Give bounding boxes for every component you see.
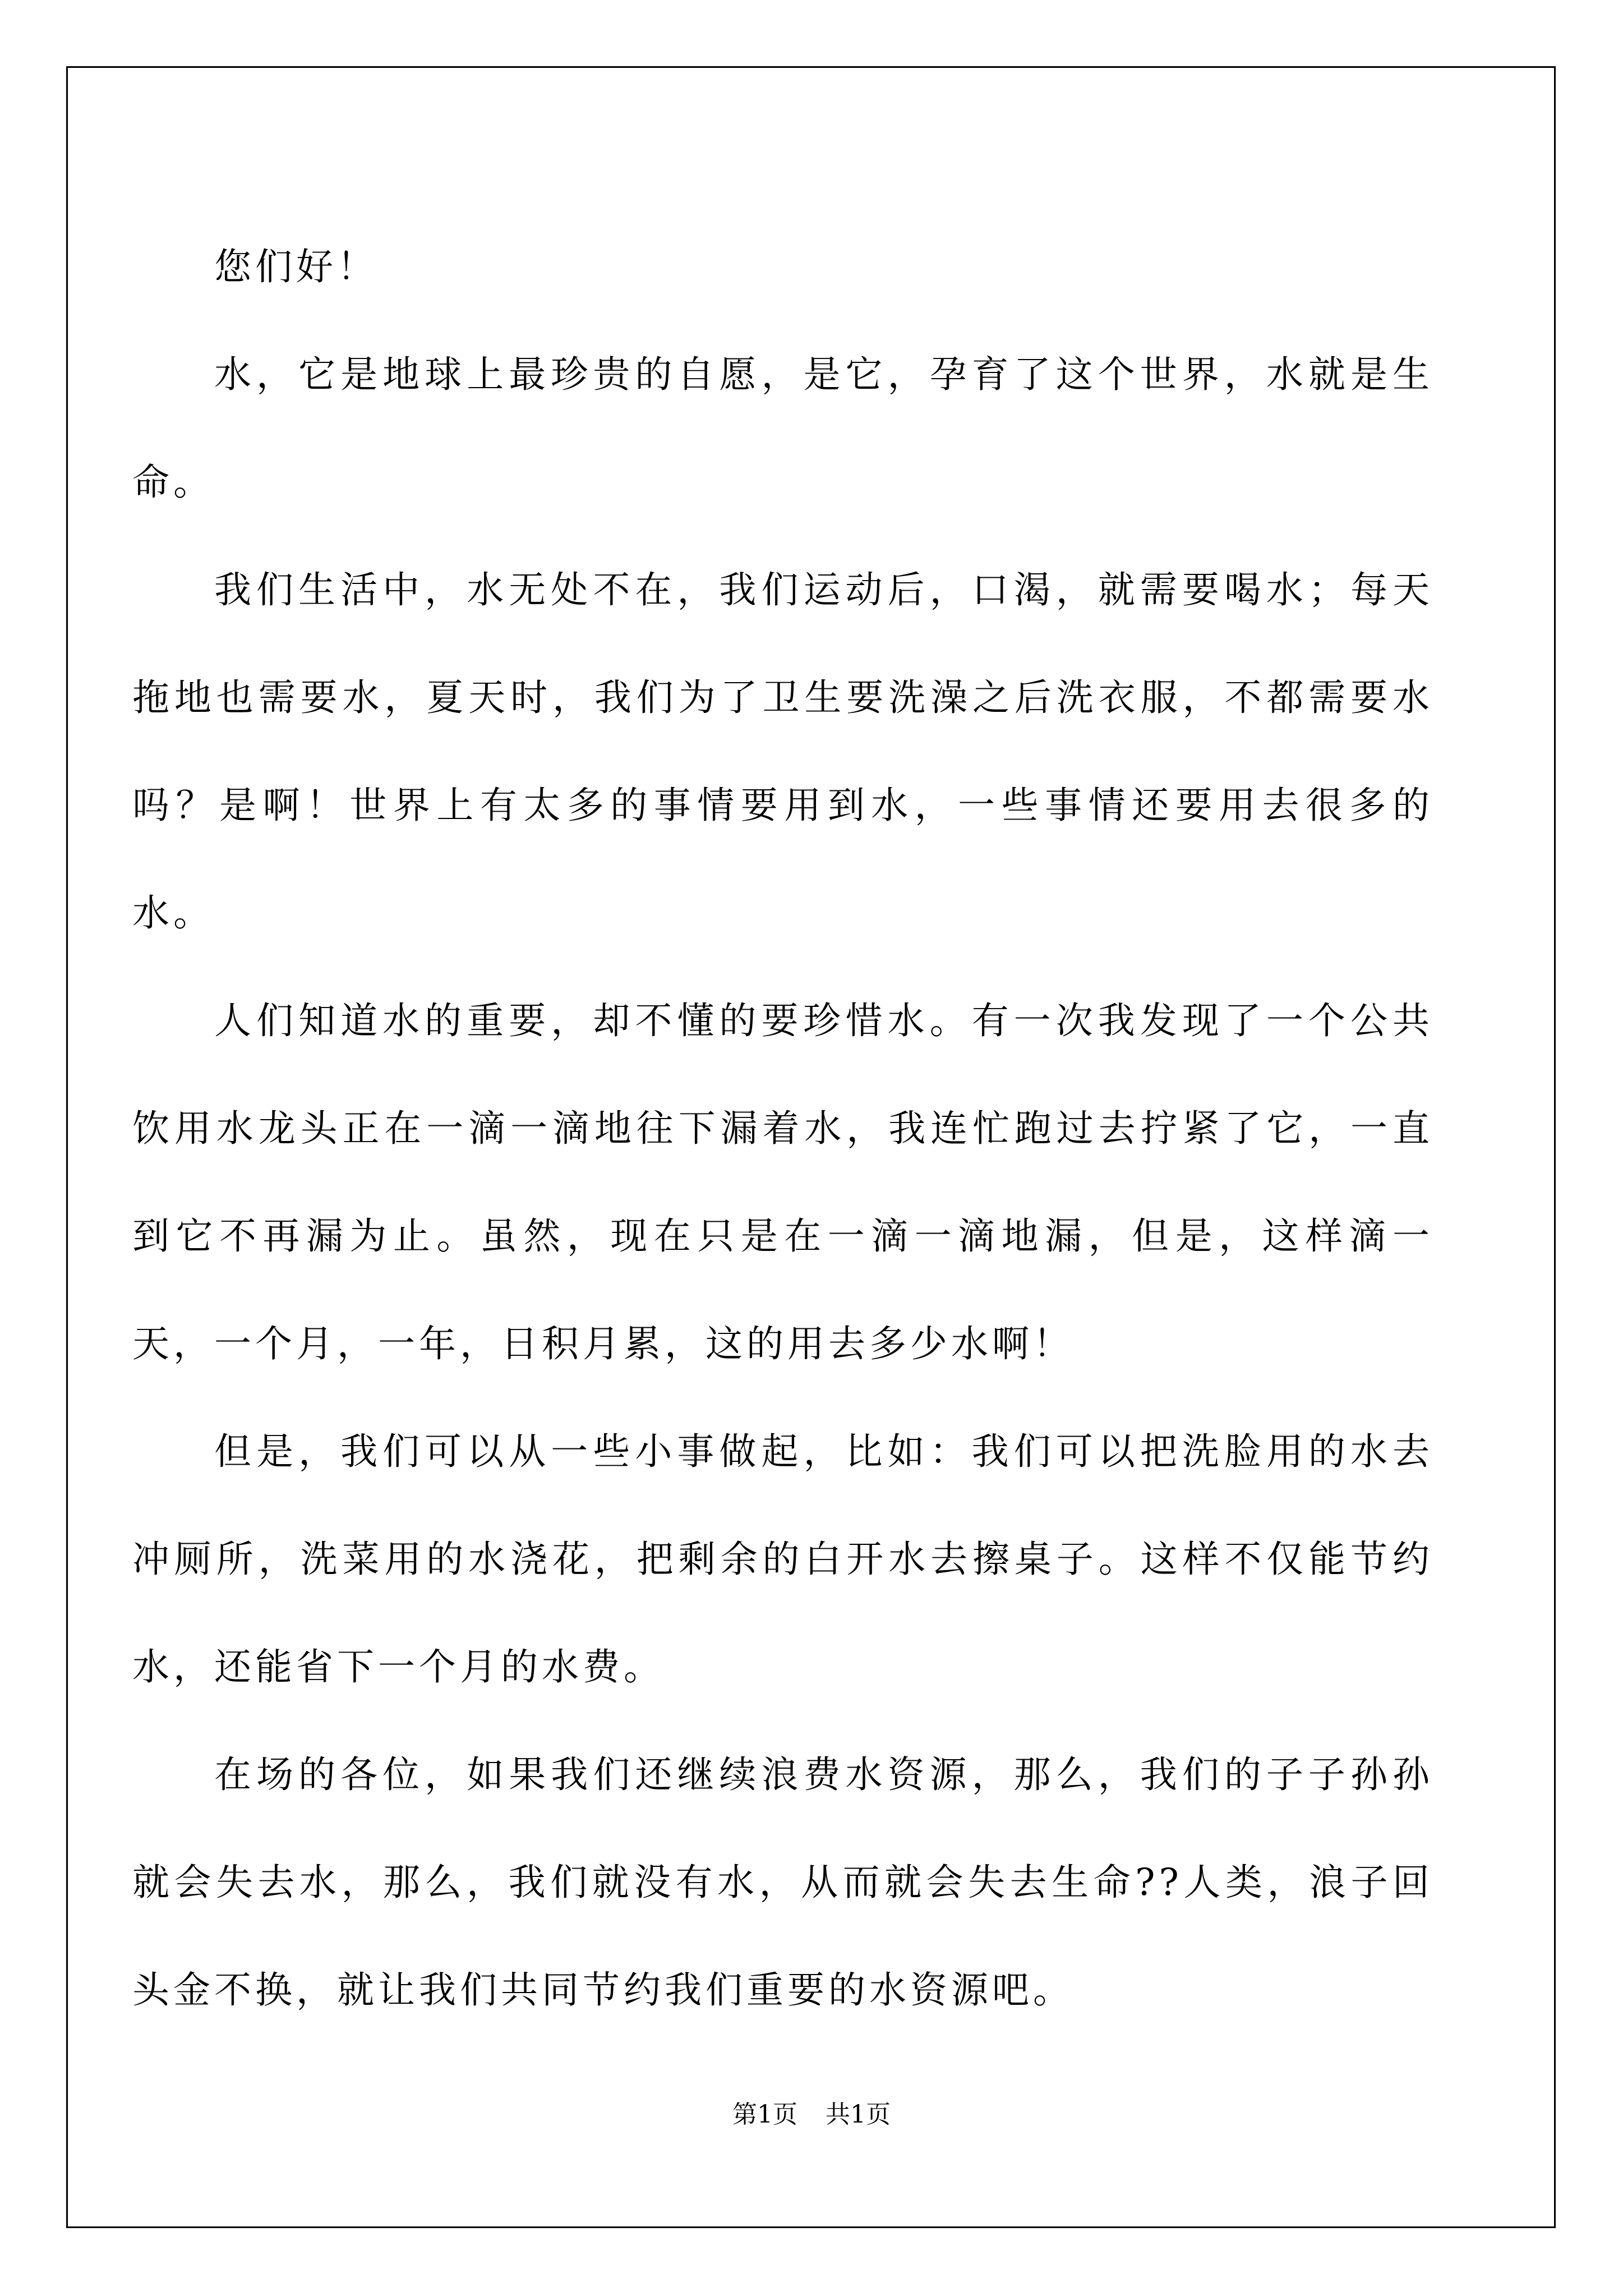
paragraph: 水，它是地球上最珍贵的自愿，是它，孕育了这个世界，水就是生命。 bbox=[132, 353, 1433, 504]
paragraph-greeting: 您们好！ bbox=[214, 245, 378, 288]
paragraph: 但是，我们可以从一些小事做起，比如：我们可以把洗脸用的水去冲厕所，洗菜用的水浇花，把剩余的白开水去擦桌子。这样不仅能节约水，还能省下一个月的水费。 bbox=[132, 1430, 1433, 1688]
paragraph: 我们生活中，水无处不在，我们运动后，口渴，就需要喝水；每天拖地也需要水，夏天时，我们为了卫生要洗澡之后洗衣服，不都需要水吗？是啊！世界上有太多的事情要用到水，一些事情还要用去很多的水。 bbox=[132, 568, 1433, 935]
page-number-current: 第1页 bbox=[732, 2100, 797, 2129]
document-body bbox=[132, 213, 1433, 2044]
paragraph: 人们知道水的重要，却不懂的要珍惜水。有一次我发现了一个公共饮用水龙头正在一滴一滴地往下漏着水，我连忙跑过去拧紧了它，一直到它不再漏为止。虽然，现在只是在一滴一滴地漏，但是，这样滴一天，一个月，一年，日积月累，这的用去多少水啊！ bbox=[132, 999, 1433, 1365]
page-number-total: 共1页 bbox=[826, 2100, 891, 2129]
paragraph: 在场的各位，如果我们还继续浪费水资源，那么，我们的子子孙孙就会失去水，那么，我们就没有水，从而就会失去生命??人类，浪子回头金不换，就让我们共同节约我们重要的水资源吧。 bbox=[132, 1753, 1433, 2012]
page-footer bbox=[0, 2098, 1623, 2132]
